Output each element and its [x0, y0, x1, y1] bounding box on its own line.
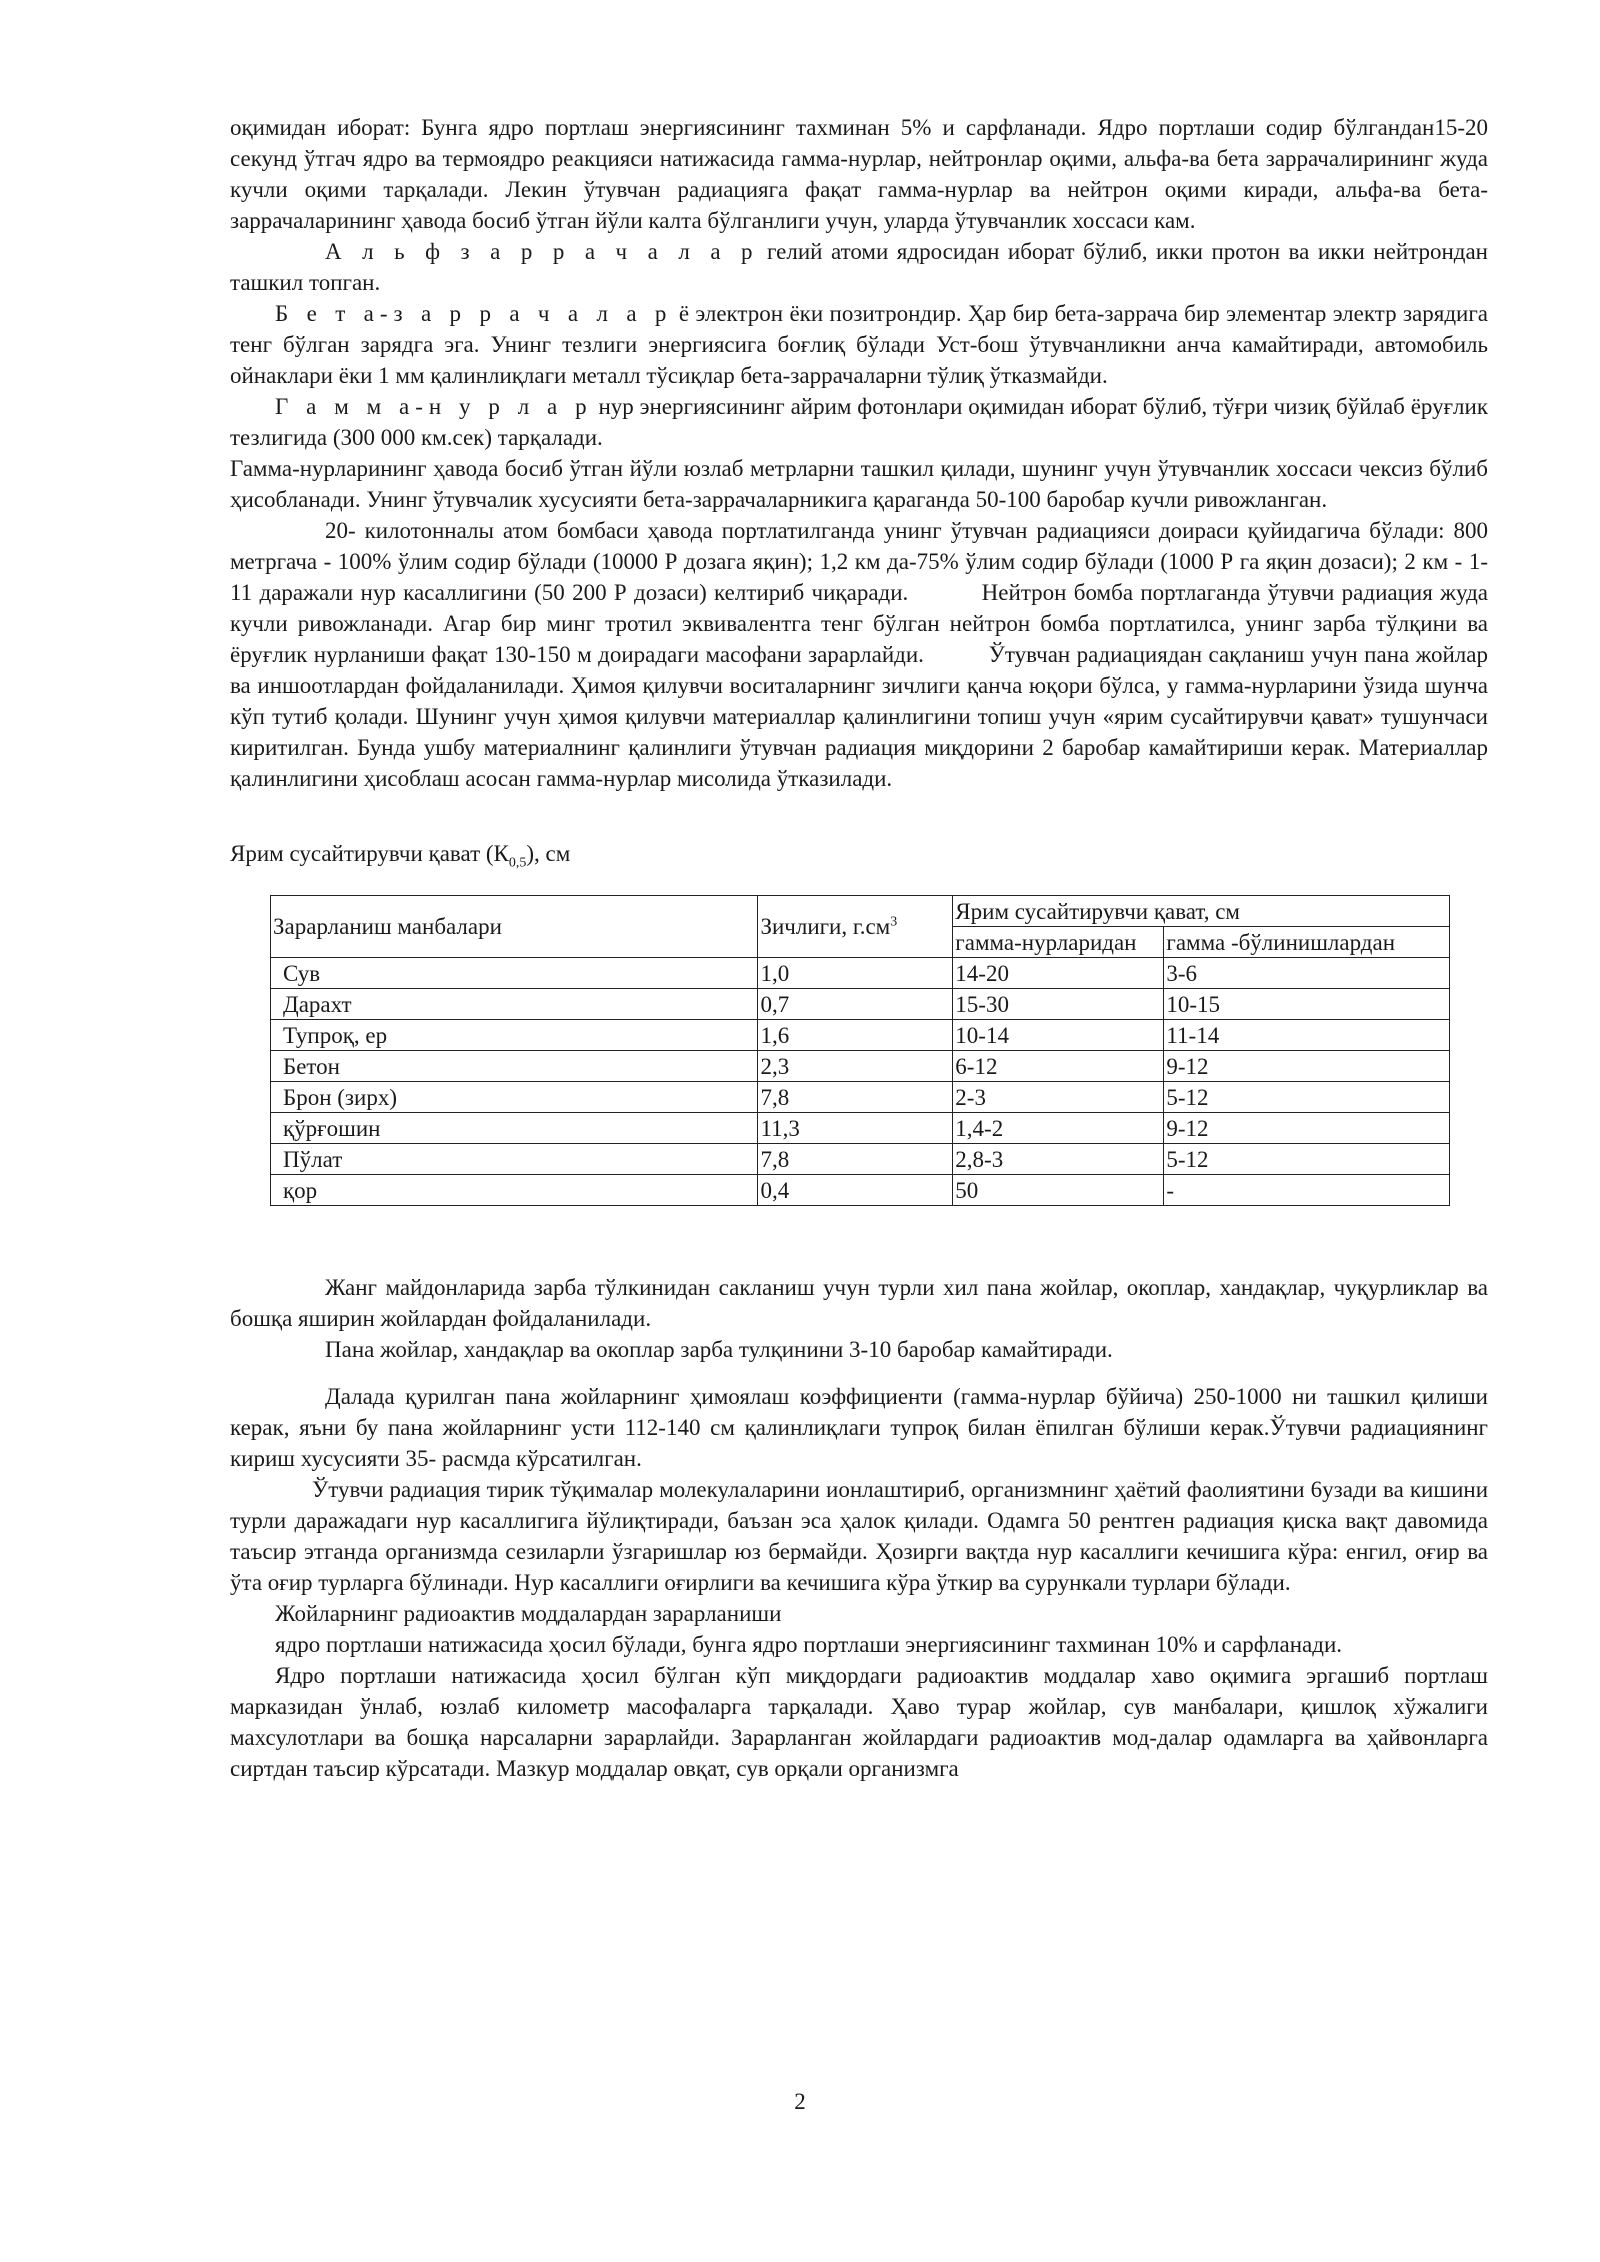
paragraph: Далада қурилган пана жойларнинг ҳимоялаш коэффициенти (гамма-нурлар бўйича) 250-1000 ни ташкил қилиши керак, яъни бу пана жойларнинг усти 112-140 см қалинлиқлаги тупроқ билан ёпилган бўлиши керак.Ўтувчи радиациянинг кириш хусусияти 35- расмда кўрсатилган. [230, 1384, 1488, 1471]
term-beta: Б е т а-з а р р а ч а л а р [275, 301, 673, 326]
header-gamma: гамма-нурларидан [953, 927, 1164, 958]
table-row: Тупроқ, ер 1,6 10-14 11-14 [271, 1020, 1450, 1051]
paragraph-text: нур энергиясининг айрим фотонлари оқимидан иборат бўлиб, тўғри чизиқ бўйлаб ёруғлик тезлигида (300 000 км.сек) тарқалади. [230, 394, 1489, 450]
table-row: Пўлат 7,8 2,8-3 5-12 [271, 1144, 1450, 1175]
table-row: қўрғошин 11,3 1,4-2 9-12 [271, 1113, 1450, 1144]
paragraph: оқимидан иборат: Бунга ядро портлаш энергиясининг тахминан 5% и сарфланади. Ядро портлаши содир бўлгандан15-20 секунд ўтгач ядро ва термоядро реакцияси натижасида гамма-нурлар, нейтронлар оқими, альфа-ва бета заррачалирининг жуда кучли оқими тарқалади. Лекин ўтувчан радиацияга фақат гамма-нурлар ва нейтрон оқими киради, альфа-ва бета-заррачаларининг ҳавода босиб ўтган йўли калта бўлганлиги учун, уларда ўтувчанлик хоссаси кам. [230, 115, 1488, 233]
table-row: Бетон 2,3 6-12 9-12 [271, 1051, 1450, 1082]
paragraph: Жанг майдонларида зарба тўлкинидан сакланиш учун турли хил пана жойлар, окоплар, хандақлар, чуқурликлар ва бошқа яширин жойлардан фойдаланилади. [230, 1275, 1488, 1331]
paragraph-text: ё электрон ёки позитрондир. Ҳар бир бета-заррача бир элементар электр зарядига тенг бўлган зарядга эга. Унинг тезлиги энергиясига боғлиқ бўлади Уст-бош ўтувчанликни анча камайтиради, автомобиль ойнаклари ёки 1 мм қалинлиқлаги металл тўсиқлар бета-заррачаларни тўлиқ ўтказмайди. [230, 301, 1488, 388]
table-row: Дарахт 0,7 15-30 10-15 [271, 989, 1450, 1020]
spacer [230, 1365, 1488, 1381]
table-row: Брон (зирх) 7,8 2-3 5-12 [271, 1082, 1450, 1113]
paragraph: Ядро портлаши натижасида ҳосил бўлган кўп миқдордаги радиоактив моддалар хаво оқимига эргашиб портлаш марказидан ўнлаб, юзлаб километр масофаларга тарқалади. Ҳаво турар жойлар, сув манбалари, қишлоқ хўжалиги махсулотлари ва бошқа нарсаларни зарарлайди. Зарарланган жойлардаги радиоактив мод-далар одамларга ва ҳайвонларга сиртдан таъсир кўрсатади. Мазкур моддалар овқат, сув орқали организмга [230, 1663, 1488, 1781]
paragraph [230, 391, 1488, 453]
spacer [230, 1206, 1488, 1272]
header-fragments: гамма -бўлинишлардан [1164, 927, 1450, 958]
paragraph: ядро портлаши натижасида ҳосил бўлади, бунга ядро портлаши энергиясининг тахминан 10% и сарфланади. [275, 1632, 1343, 1657]
paragraph [230, 236, 1488, 298]
shielding-table [270, 895, 1450, 1206]
paragraph-text: гелий атоми ядросидан иборат бўлиб, икки протон ва икки нейтрондан ташкил топган. [230, 239, 1488, 295]
paragraph: Гамма-нурларининг ҳавода босиб ўтган йўли юзлаб метрларни ташкил қилади, шунинг учун ўтувчанлик хоссаси чексиз бўлиб ҳисобланади. Унинг ўтувчалик хусусияти бета-заррачаларникига қараганда 50-100 баробар кучли ривожланган. [230, 456, 1488, 512]
table-row: Сув 1,0 14-20 3-6 [271, 958, 1450, 989]
table-row: қор 0,4 50 - [271, 1175, 1450, 1206]
table-caption: Ярим сусайтирувчи қават $(К_{0,5})$, см [230, 841, 571, 871]
page-content [230, 112, 1494, 1784]
page-number: 2 [794, 2089, 806, 2114]
spacer [230, 794, 1488, 838]
paragraph [230, 298, 1488, 391]
term-gamma: Г а м м а-н у р л а р [275, 394, 593, 419]
header-source: Зарарланиш манбалари [271, 896, 758, 958]
paragraph: Пана жойлар, хандақлар ва окоплар зарба тулқинини 3-10 баробар камайтиради. [325, 1337, 1113, 1362]
section-heading: Жойларнинг радиоактив моддалардан зарарланиши [275, 1601, 782, 1626]
spacer [230, 869, 1488, 895]
paragraph: 20- килотонналы атом бомбаси ҳавода портлатилганда унинг ўтувчан радиацияси доираси қуйидагича бўлади: 800 метргача - 100% ўлим содир бўлади (10000 Р дозага яқин); 1,2 км да-75% ўлим содир бўлади (1000 Р га яқин дозаси); 2 км - 1-11 даражали нур касаллигини (50 200 Р дозаси) келтириб чиқаради. Нейтрон бомба портлаганда ўтувчи радиация жуда кучли ривожланади. Агар бир минг тротил эквивалентга тенг бўлган нейтрон бомба портлатилса, унинг зарба тўлқини ва ёруғлик нурланиши фақат 130-150 м доирадаги масофани зарарлайди. Ўтувчан радиациядан сақланиш учун пана жойлар ва иншоотлардан фойдаланилади. Ҳимоя қилувчи воситаларнинг зичлиги қанча юқори бўлса, у гамма-нурларини ўзида шунча кўп тутиб қолади. Шунинг учун ҳимоя қилувчи материаллар қалинлигини топиш учун «ярим сусайтирувчи қават» тушунчаси киритилган. Бунда ушбу материалнинг қалинлиги ўтувчан радиация миқдорини 2 баробар камайтириши керак. Материаллар қалинлигини ҳисоблаш асосан гамма-нурлар мисолида ўтказилади. [230, 518, 1494, 791]
paragraph: Ўтувчи радиация тирик тўқималар молекулаларини ионлаштириб, организмнинг ҳаётий фаолиятини 6узади ва кишини турли даражадаги нур касаллигига йўлиқтиради, баъзан эса ҳалок қилади. Одамга 50 рентген радиация қиска вақт давомида таъсир этганда организмда сезиларли ўзгаришлар юз бермайди. Ҳозирги вақтда нур касаллиги кечишига кўра: енгил, оғир ва ўта оғир турларга бўлинади. Нур касаллиги оғирлиги ва кечишига кўра ўткир ва сурункали турлари бўлади. [230, 1477, 1488, 1595]
header-half-layer: Ярим сусайтирувчи қават, см [953, 896, 1450, 927]
header-density: Зичлиги, $г.см^3$ [758, 896, 953, 958]
term-alpha: А л ь ф з а р р а ч а л а р [325, 239, 759, 264]
